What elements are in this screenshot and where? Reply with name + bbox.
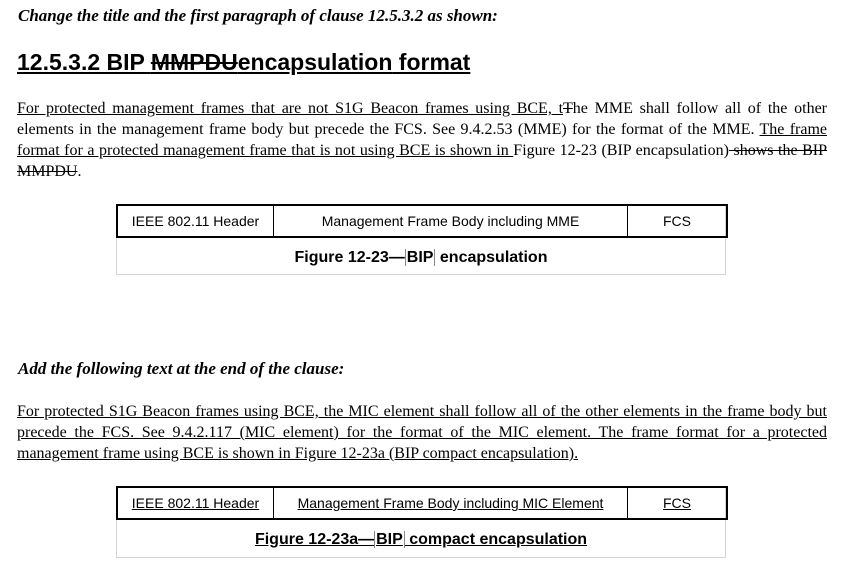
caption-suffix: compact encapsulation [404,531,588,548]
figure-caption [117,531,725,549]
figure-caption [117,249,725,267]
caption-prefix: Figure 12-23— [294,249,405,266]
cell-frame-body: Management Frame Body including MIC Element [297,495,604,511]
cell-fcs: FCS [663,495,691,511]
editing-instruction-1: Change the title and the first paragraph of clause 12.5.3.2 as shown: [18,6,498,25]
caption-bip: BIP [406,249,434,266]
para1-delete-1: T [563,100,573,117]
para1-insert-2: The frame format for a protected management frame that is not using BCE is shown in [17,121,827,159]
caption-prefix: Figure 12-23a— [254,531,375,548]
figure-12-23a [116,486,726,558]
para1-text-3: . [77,163,82,180]
cell-header: IEEE 802.11 Header [118,206,274,236]
editing-instruction-2: Add the following text at the end of the clause: [18,359,345,378]
paragraph-2: For protected S1G Beacon frames using BCE, the MIC element shall follow all of the other elements in the frame body but precede the FCS. See 9.4.2.117 (MIC element) for the format of the MIC element. The frame format for a protected management frame using BCE is shown in Figure 12-23a (BIP compact encapsulation). [17,403,827,462]
frame-format-table [116,204,728,238]
para1-delete-2: shows the BIP MMPDU [17,142,828,180]
heading-deleted-text: MMPDU [150,49,238,75]
para1-insert-1: For protected management frames that are not S1G Beacon frames using BCE, t [17,100,564,117]
para1-text-1: he MME shall follow all of the other elements in the management frame body but precede the FCS. See 9.4.2.53 (MME) for the format of the MME. [17,100,828,138]
heading-rest: format [392,49,471,75]
cell-frame-body: Management Frame Body including MME [274,206,628,236]
cell-fcs: FCS [663,213,691,229]
caption-bip: BIP [376,531,403,548]
figure-12-23 [116,204,726,275]
heading-number: 12.5.3.2 BIP [17,49,151,75]
para1-text-2: Figure 12-23 (BIP encapsulation) [513,142,729,159]
cell-header: IEEE 802.11 Header [131,495,260,511]
clause-heading [17,47,470,77]
paragraph-1 [17,98,827,182]
caption-suffix: encapsulation [435,249,548,266]
heading-inserted-text: encapsulation [237,49,393,75]
frame-format-table [116,486,728,520]
